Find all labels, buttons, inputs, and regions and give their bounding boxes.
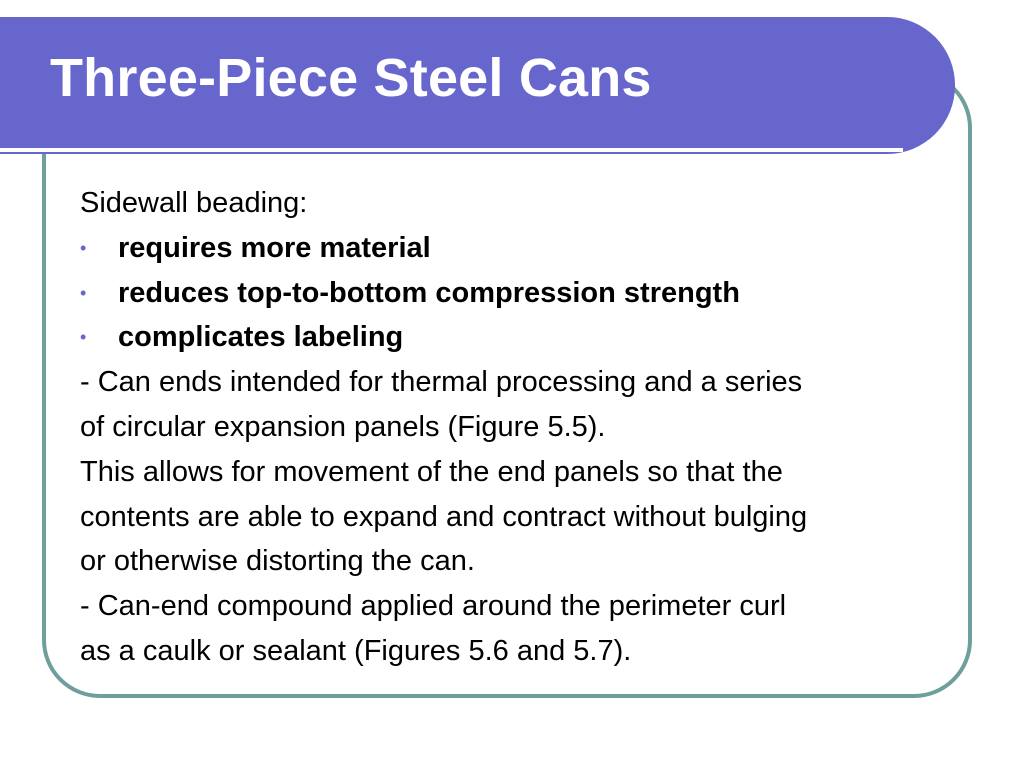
body-line: or otherwise distorting the can. — [80, 545, 475, 578]
title-underline — [0, 148, 903, 152]
body-line: as a caulk or sealant (Figures 5.6 and 5.7). — [80, 634, 632, 667]
slide-title: Three-Piece Steel Cans — [50, 48, 652, 108]
bullet-icon: • — [80, 282, 87, 303]
bullet-item — [80, 315, 955, 360]
intro-line: Sidewall beading: — [80, 187, 308, 219]
body-line: - Can-end compound applied around the perimeter curl — [80, 590, 787, 623]
body-line: - Can ends intended for thermal processing and a series — [80, 366, 803, 399]
bullet-icon: • — [80, 237, 87, 258]
body-line: contents are able to expand and contract without bulging — [80, 500, 808, 533]
body-line: of circular expansion panels (Figure 5.5). — [80, 410, 606, 443]
bullet-icon: • — [80, 327, 87, 348]
body-line: This allows for movement of the end panels so that the — [80, 455, 783, 488]
slide-body — [80, 181, 955, 674]
bullet-text: reduces top-to-bottom compression strength — [118, 276, 740, 309]
bullet-item — [80, 226, 955, 271]
bullet-text: complicates labeling — [118, 321, 404, 354]
bullet-list — [80, 226, 955, 360]
bullet-item — [80, 271, 955, 316]
bullet-text: requires more material — [118, 231, 431, 264]
